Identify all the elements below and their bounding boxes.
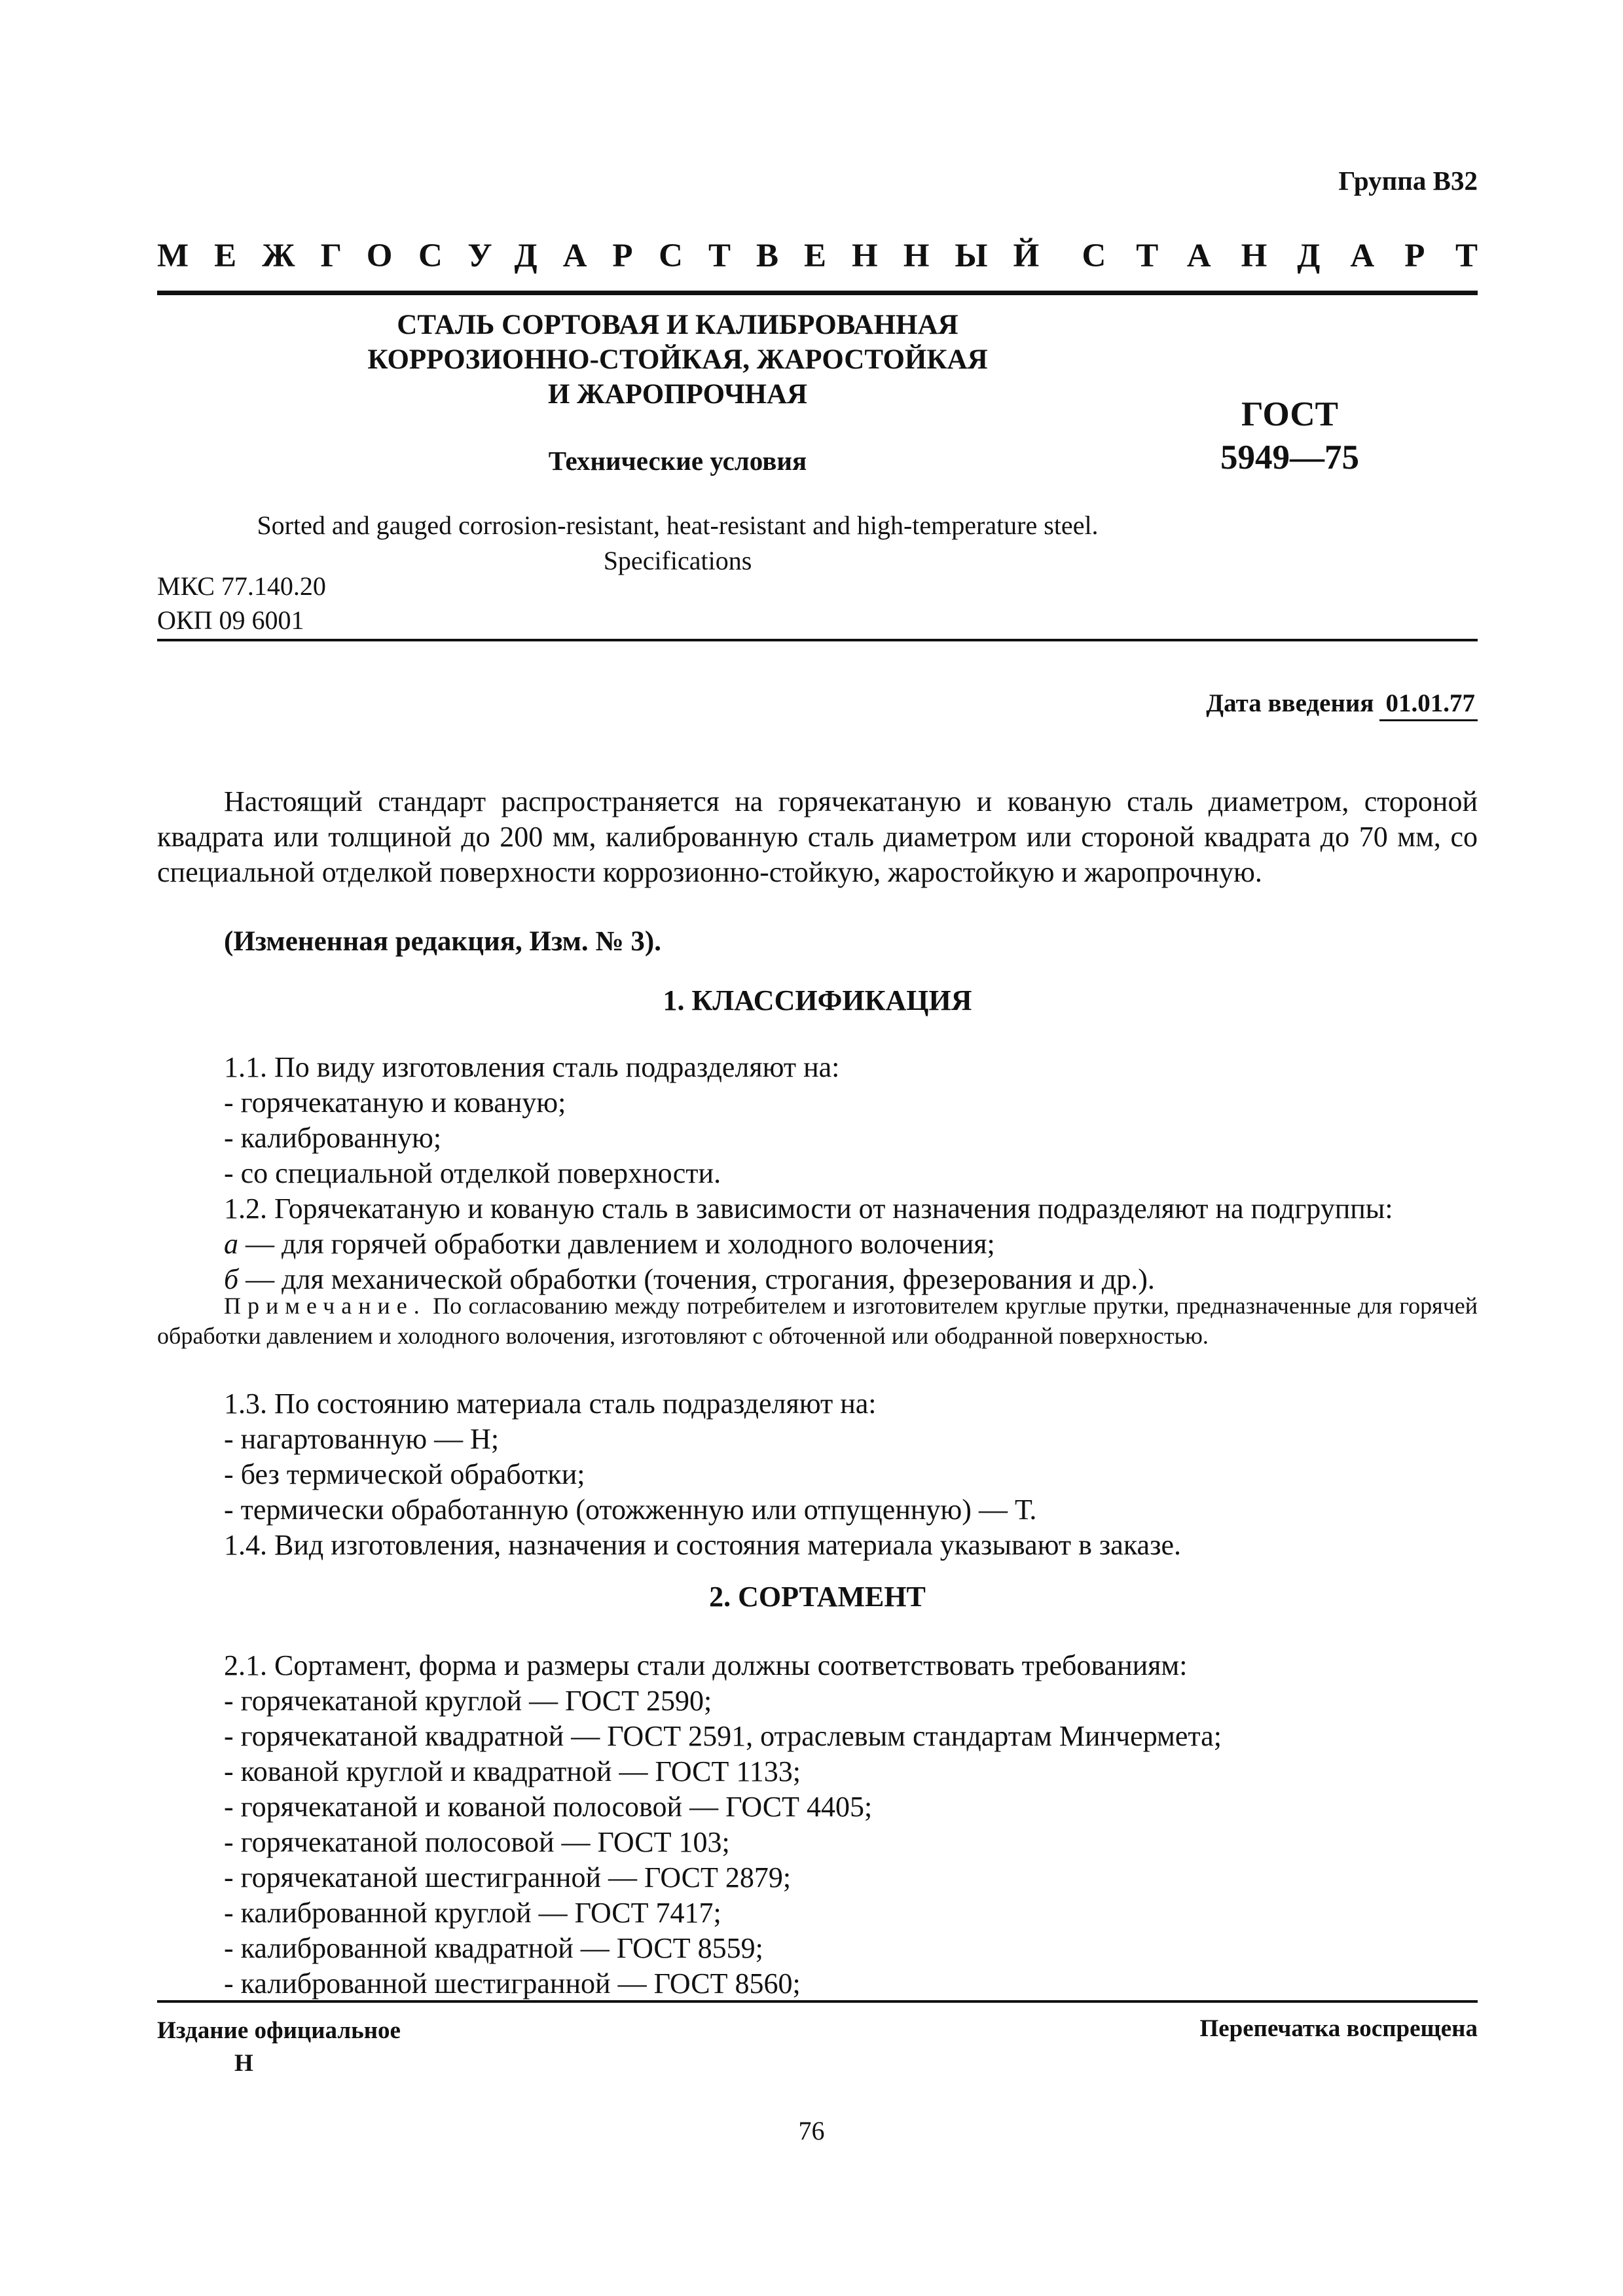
banner-left: МЕЖГОСУДАРСТВЕННЫЙ: [157, 238, 1065, 274]
list-item: - горячекатаной шестигранной — ГОСТ 2879;: [224, 1861, 792, 1893]
clause-1-3: 1.3. По состоянию материала сталь подразделяют на:: [224, 1388, 877, 1420]
okp-code: ОКП 09 6001: [157, 605, 304, 635]
edition-mark: Н: [234, 2050, 253, 2077]
classification-codes: [157, 569, 326, 637]
footer-reprint: Перепечатка воспрещена: [1199, 2015, 1478, 2042]
mks-code: МКС 77.140.20: [157, 571, 326, 601]
classification-note: [157, 1291, 1478, 1351]
group-code: Группа В32: [1338, 166, 1478, 196]
list-item: - термически обработанную (отожженную или отпущенную) — Т.: [224, 1494, 1037, 1526]
list-item: - со специальной отделкой поверхности.: [224, 1157, 721, 1189]
page-number: 76: [798, 2116, 825, 2145]
clause-1-2: 1.2. Горячекатаную и кованую сталь в зависимости от назначения подразделяют на подгруппы:: [224, 1193, 1393, 1225]
date-label: Дата введения: [1206, 689, 1374, 717]
amendment-note: (Измененная редакция, Изм. № 3).: [224, 926, 661, 957]
list-item: - калиброванную;: [224, 1122, 442, 1154]
section-2-paragraphs: [224, 1648, 1222, 2001]
clause-1-1: 1.1. По виду изготовления сталь подразделяют на:: [224, 1051, 840, 1083]
subgroup-b-text: — для механической обработки (точения, строгания, фрезерования и др.).: [238, 1263, 1155, 1295]
list-item: - горячекатаной круглой — ГОСТ 2590;: [224, 1685, 712, 1717]
title-line-1: СТАЛЬ СОРТОВАЯ И КАЛИБРОВАННАЯ: [397, 310, 958, 340]
date-value: 01.01.77: [1379, 689, 1478, 721]
section-1-heading: 1. КЛАССИФИКАЦИЯ: [663, 984, 972, 1016]
document-subtitle: Технические условия: [548, 446, 807, 476]
clause-2-1: 2.1. Сортамент, форма и размеры стали должны соответствовать требованиям:: [224, 1649, 1188, 1681]
list-item: - нагартованную — Н;: [224, 1423, 500, 1455]
header-rule: [157, 639, 1478, 641]
gost-number: 5949—75: [1220, 439, 1359, 476]
clause-1-4: 1.4. Вид изготовления, назначения и состояния материала указывают в заказе.: [224, 1529, 1181, 1561]
title-line-2: КОРРОЗИОННО-СТОЙКАЯ, ЖАРОСТОЙКАЯ: [367, 344, 988, 375]
introduction-date: [1206, 689, 1478, 721]
list-item: - кованой круглой и квадратной — ГОСТ 1133;: [224, 1755, 801, 1787]
banner-rule: [157, 291, 1478, 295]
subgroup-a-letter: а: [224, 1228, 238, 1260]
list-item: - горячекатаной полосовой — ГОСТ 103;: [224, 1826, 730, 1858]
banner-right: СТАНДАРТ: [1082, 238, 1508, 274]
list-item: - горячекатаной квадратной — ГОСТ 2591, отраслевым стандартам Минчермета;: [224, 1720, 1222, 1752]
gost-label: ГОСТ: [1241, 395, 1338, 433]
section-1-paragraphs-a: [224, 1050, 1393, 1297]
title-line-3: И ЖАРОПРОЧНАЯ: [547, 379, 808, 410]
subgroup-a-text: — для горячей обработки давлением и холодного волочения;: [238, 1228, 995, 1260]
list-item: - калиброванной круглой — ГОСТ 7417;: [224, 1897, 721, 1929]
list-item: - горячекатаную и кованую;: [224, 1086, 566, 1119]
document-title: [282, 308, 1074, 412]
footer-rule: [157, 2000, 1478, 2003]
list-item: - горячекатаной и кованой полосовой — ГОСТ 4405;: [224, 1791, 873, 1823]
intro-paragraph: Настоящий стандарт распространяется на горячекатаную и кованую сталь диаметром, стороной квадрата или толщиной до 200 мм, калиброванную сталь диаметром или стороной квадрата до 70 мм, со специальной отделкой поверхности коррозионно-стойкую, жаростойкую и жаропрочную.: [157, 785, 1478, 888]
english-title-line-1: Sorted and gauged corrosion-resistant, heat-resistant and high-temperature steel.: [257, 511, 1099, 540]
english-title: [196, 508, 1159, 579]
english-title-line-2: Specifications: [603, 546, 752, 575]
list-item: - калиброванной квадратной — ГОСТ 8559;: [224, 1932, 763, 1964]
subgroup-b-letter: б: [224, 1263, 239, 1295]
subgroup-a: [224, 1227, 1393, 1262]
note-text: По согласованию между потребителем и изготовителем круглые прутки, предназначенные для горячей обработки давлением и холодного волочения, изготовляют с обточенной или ободранной поверхностью.: [157, 1293, 1478, 1349]
list-item: - без термической обработки;: [224, 1458, 585, 1490]
edition-label: Издание официальное: [157, 2017, 401, 2044]
note-label: Примечание.: [224, 1293, 426, 1319]
section-2-heading: 2. СОРТАМЕНТ: [709, 1581, 926, 1613]
list-item: - калиброванной шестигранной — ГОСТ 8560;: [224, 1967, 801, 2000]
section-1-paragraphs-b: [224, 1386, 1181, 1563]
standard-banner: [157, 237, 1508, 275]
gost-designation: [1205, 393, 1375, 479]
footer-edition: [157, 2015, 401, 2080]
